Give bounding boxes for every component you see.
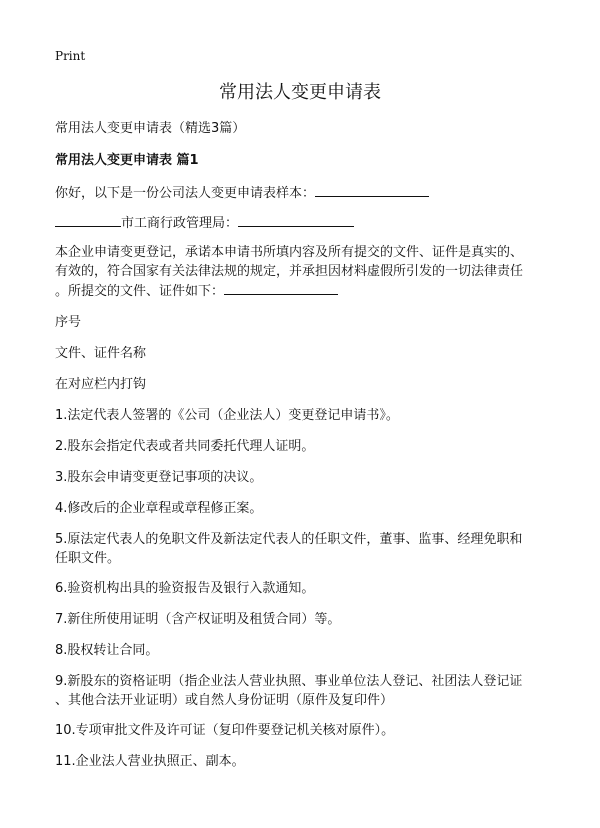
intro-line: [55, 184, 429, 203]
statement-text: 。所提交的文件、证件如下：: [55, 284, 225, 299]
list-item: 6.验资机构出具的验资报告及银行入款通知。: [55, 581, 315, 596]
blank-line: [55, 214, 121, 227]
statement-line-1: 本企业申请变更登记，承诺本申请书所填内容及所有提交的文件、证件是真实的、: [55, 245, 524, 260]
statement-line-3: [55, 282, 338, 301]
list-item: 、其他合法开业证明）或自然人身份证明（原件及复印件）: [55, 693, 394, 708]
print-label: Print: [55, 49, 86, 63]
list-item: 7.新住所使用证明（含产权证明及租赁合同）等。: [55, 612, 341, 627]
blank-line: [224, 282, 338, 295]
list-item: 1.法定代表人签署的《公司（企业法人）变更登记申请书》。: [55, 408, 399, 423]
column-check: 在对应栏内打钩: [55, 377, 147, 392]
document-subtitle: 常用法人变更申请表（精选3篇）: [55, 121, 246, 136]
statement-line-2: 有效的，符合国家有关法律法规的规定，并承担因材料虚假所引发的一切法律责任: [55, 264, 524, 279]
list-item: 8.股权转让合同。: [55, 643, 159, 658]
column-document-name: 文件、证件名称: [55, 346, 147, 361]
blank-line: [238, 214, 354, 227]
intro-text: 你好，以下是一份公司法人变更申请表样本：: [55, 186, 316, 201]
list-item: 9.新股东的资格证明（指企业法人营业执照、事业单位法人登记、社团法人登记证: [55, 674, 523, 689]
list-item: 10.专项审批文件及许可证（复印件要登记机关核对原件）。: [55, 723, 395, 738]
list-item: 5.原法定代表人的免职文件及新法定代表人的任职文件，董事、监事、经理免职和: [55, 532, 523, 547]
authority-line: [55, 214, 354, 233]
list-item: 2.股东会指定代表或者共同委托代理人证明。: [55, 439, 315, 454]
list-item: 3.股东会申请变更登记事项的决议。: [55, 470, 263, 485]
document-title: 常用法人变更申请表: [219, 82, 381, 103]
authority-text: 市工商行政管理局：: [121, 216, 239, 231]
section-heading: 常用法人变更申请表 篇1: [55, 153, 199, 168]
blank-line: [315, 184, 429, 197]
column-serial: 序号: [55, 315, 82, 330]
list-item: 11.企业法人营业执照正、副本。: [55, 754, 245, 769]
list-item: 任职文件。: [55, 551, 121, 566]
list-item: 4.修改后的企业章程或章程修正案。: [55, 501, 263, 516]
